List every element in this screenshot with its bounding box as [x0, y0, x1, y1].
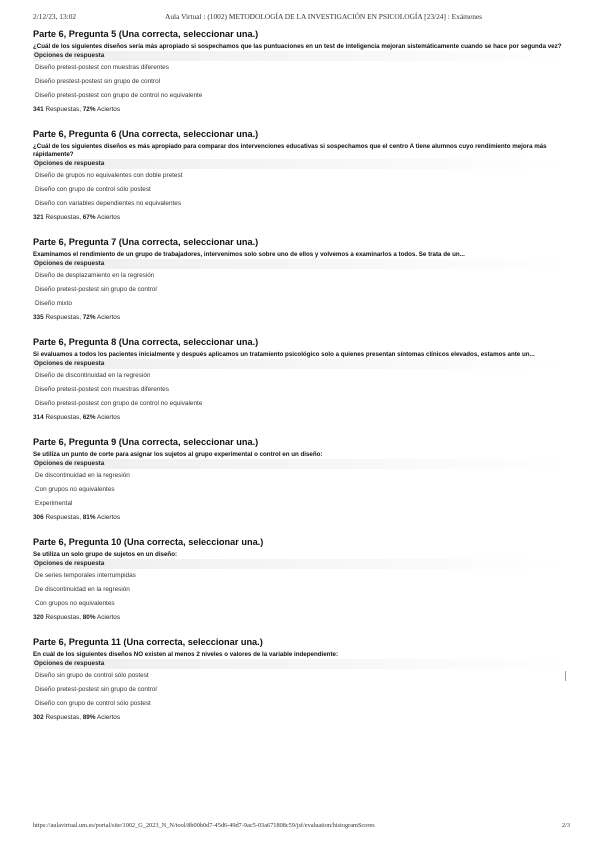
question-block	[33, 28, 568, 115]
question-title: Parte 6, Pregunta 7 (Una correcta, seleccionar una.)	[33, 237, 259, 247]
question-block	[33, 536, 568, 623]
question-prompt: ¿Cuál de los siguientes diseños es más apropiado para comparar dos intervenciones educativas si sospechamos que el centro A tiene alumnos cuyo rendimiento mejora más rápidamente?	[33, 143, 547, 158]
response-stats	[33, 312, 568, 323]
question-title: Parte 6, Pregunta 5 (Una correcta, seleccionar una.)	[33, 29, 259, 39]
question-prompt: Se utiliza un solo grupo de sujetos en un diseño:	[33, 551, 178, 558]
responses-label: Respuestas,	[43, 314, 83, 321]
responses-label: Respuestas,	[43, 106, 83, 113]
options-header: Opciones de respuesta	[33, 51, 566, 61]
answer-option: Diseño pretest-postest con muestras diferentes	[35, 386, 169, 393]
answer-option: De series temporales interrumpidas	[35, 572, 136, 579]
answer-option: Diseño pretest-postest con grupo de control no equivalente	[35, 92, 203, 99]
answer-option-label: Diseño sin grupo de control sólo postest	[35, 672, 149, 679]
answer-option: De discontinuidad en la regresión	[35, 586, 130, 593]
question-prompt: Examinamos el rendimiento de un grupo de trabajadores, intervenimos solo sobre uno de ellos y volvemos a examinarlos a todos. Se trata de un...	[33, 251, 465, 258]
options-header: Opciones de respuesta	[33, 459, 566, 469]
answer-option: Diseño pretest-postest sin grupo de control	[35, 286, 157, 293]
response-stats	[33, 212, 568, 223]
answer-option: Con grupos no equivalentes	[35, 486, 115, 493]
hits-label: Aciertos	[95, 314, 121, 321]
question-block	[33, 436, 568, 523]
question-prompt: Se utiliza un punto de corte para asignar los sujetos al grupo experimental o control en un diseño:	[33, 451, 323, 458]
answer-option: Diseño con grupo de control sólo postest	[35, 700, 151, 707]
response-stats	[33, 412, 568, 423]
question-list	[33, 28, 568, 735]
hit-rate: 89%	[82, 714, 96, 721]
hit-rate: 62%	[82, 414, 96, 421]
hit-rate: 80%	[82, 614, 96, 621]
answer-option: Diseño prestest-postest sin grupo de control	[35, 78, 161, 85]
question-block	[33, 236, 568, 323]
response-count: 314	[33, 414, 44, 421]
hit-rate: 81%	[82, 514, 96, 521]
scroll-edge-marker	[565, 671, 566, 681]
page-number: 2/3	[561, 822, 570, 829]
question-prompt: Si evaluamos a todos los pacientes inicialmente y después aplicamos un tratamiento psicológico solo a quienes presentan síntomas clínicos elevados, estamos ante un...	[33, 351, 535, 358]
hits-label: Aciertos	[95, 614, 121, 621]
hits-label: Aciertos	[95, 106, 121, 113]
question-block	[33, 636, 568, 723]
print-url: https://aulavirtual.um.es/portal/site/1002_G_2023_N_N/tool/8b00b0d7-45d6-49d7-9ac5-03a671808c59/jsf/evaluation/histogramScores	[33, 822, 375, 829]
answer-option: Diseño de desplazamiento en la regresión	[35, 272, 155, 279]
hits-label: Aciertos	[95, 414, 121, 421]
responses-label: Respuestas,	[43, 714, 83, 721]
response-count: 306	[33, 514, 44, 521]
question-title: Parte 6, Pregunta 10 (Una correcta, seleccionar una.)	[33, 537, 264, 547]
answer-option: Diseño mixto	[35, 300, 72, 307]
hit-rate: 72%	[82, 314, 96, 321]
answer-option: Diseño pretest-postest con muestras diferentes	[35, 64, 169, 71]
answer-option: Diseño con variables dependientes no equivalentes	[35, 200, 182, 207]
responses-label: Respuestas,	[43, 514, 83, 521]
print-page-title: Aula Virtual : (1002) METODOLOGÍA DE LA INVESTIGACIÓN EN PSICOLOGÍA [23/24] : Exámenes	[165, 12, 483, 21]
responses-label: Respuestas,	[43, 214, 83, 221]
answer-option: Diseño de discontinuidad en la regresión	[35, 372, 151, 379]
question-prompt: En cuál de los siguientes diseños NO existen al menos 2 niveles o valores de la variable independiente:	[33, 651, 339, 658]
response-stats	[33, 512, 568, 523]
options-header: Opciones de respuesta	[33, 559, 566, 569]
question-title: Parte 6, Pregunta 11 (Una correcta, seleccionar una.)	[33, 637, 263, 647]
question-title: Parte 6, Pregunta 8 (Una correcta, seleccionar una.)	[33, 337, 259, 347]
question-block	[33, 128, 568, 223]
options-header: Opciones de respuesta	[33, 659, 566, 669]
options-header: Opciones de respuesta	[33, 159, 566, 169]
response-count: 320	[33, 614, 44, 621]
response-count: 321	[33, 214, 44, 221]
responses-label: Respuestas,	[43, 414, 83, 421]
answer-option: Diseño pretest-postest con grupo de control no equivalente	[35, 400, 203, 407]
hit-rate: 72%	[82, 106, 96, 113]
response-stats	[33, 104, 568, 115]
response-count: 341	[33, 106, 44, 113]
response-count: 302	[33, 714, 44, 721]
question-title: Parte 6, Pregunta 9 (Una correcta, seleccionar una.)	[33, 437, 259, 447]
answer-option: Diseño con grupo de control sólo postest	[35, 186, 151, 193]
hits-label: Aciertos	[95, 714, 121, 721]
print-date: 2/12/23, 13:02	[33, 12, 77, 21]
answer-option: Con grupos no equivalentes	[35, 600, 115, 607]
response-stats	[33, 712, 568, 723]
response-stats	[33, 612, 568, 623]
response-count: 335	[33, 314, 44, 321]
question-title: Parte 6, Pregunta 6 (Una correcta, seleccionar una.)	[33, 129, 259, 139]
hit-rate: 67%	[82, 214, 96, 221]
answer-option: De discontinuidad en la regresión	[35, 472, 130, 479]
answer-option: Experimental	[35, 500, 73, 507]
hits-label: Aciertos	[95, 214, 121, 221]
answer-option: Diseño de grupos no equivalentes con doble pretest	[35, 172, 183, 179]
options-header: Opciones de respuesta	[33, 259, 566, 269]
options-header: Opciones de respuesta	[33, 359, 566, 369]
hits-label: Aciertos	[95, 514, 121, 521]
answer-option	[33, 669, 568, 683]
answer-option: Diseño pretest-postest sin grupo de control	[35, 686, 157, 693]
question-prompt: ¿Cuál de los siguientes diseños sería más apropiado si sospechamos que las puntuaciones en un test de inteligencia mejoran sistemáticamente cuando se hace por segunda vez?	[33, 43, 562, 50]
question-block	[33, 336, 568, 423]
responses-label: Respuestas,	[43, 614, 83, 621]
